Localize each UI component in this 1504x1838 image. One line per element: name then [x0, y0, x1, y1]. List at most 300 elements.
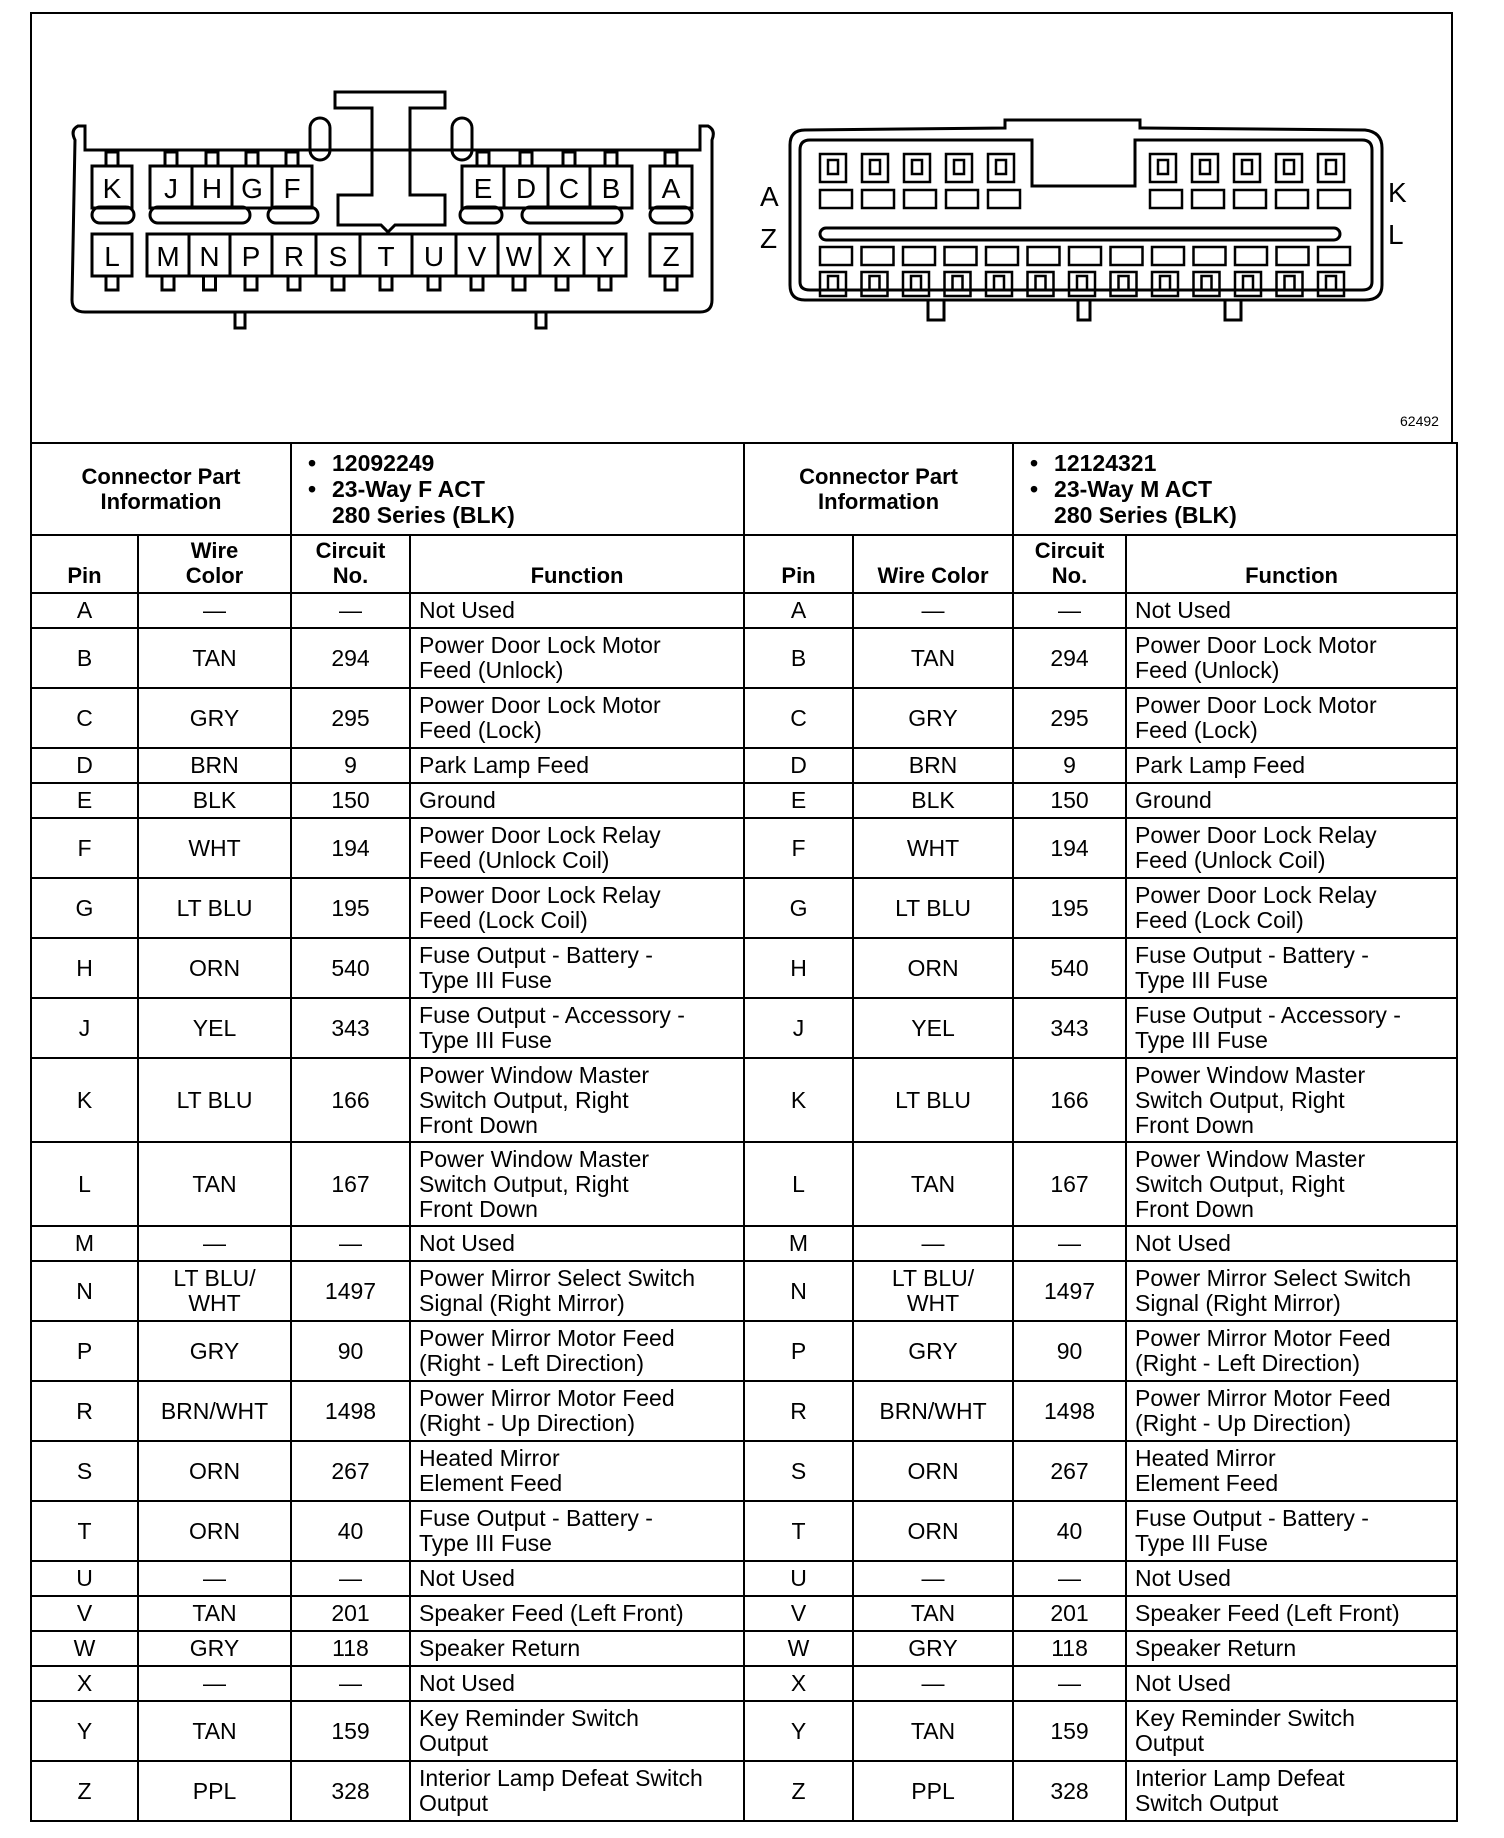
circuit-cell: 118 [1013, 1631, 1126, 1666]
connector-description: • 23-Way F ACT [332, 476, 739, 502]
wire-color-cell: — [853, 1226, 1013, 1261]
pin-cavity [904, 154, 930, 182]
table-row [31, 748, 1457, 783]
function-cell: Power Mirror Select Switch Signal (Right Mirror) [1126, 1261, 1457, 1321]
connector-info-row [31, 443, 1457, 535]
function-cell: Ground [410, 783, 744, 818]
pin-cell: R [744, 1381, 853, 1441]
wire-color-cell: TAN [138, 1596, 291, 1631]
circuit-cell: 150 [1013, 783, 1126, 818]
pin-label-c: C [558, 173, 580, 204]
wire-color-cell: — [138, 1561, 291, 1596]
pin-cell: L [31, 1142, 138, 1226]
pin-cell: U [31, 1561, 138, 1596]
right-label-a: A [760, 181, 779, 212]
right-label-z: Z [760, 223, 778, 254]
pin-terminal [471, 276, 483, 290]
table-row [31, 1631, 1457, 1666]
circuit-cell: 159 [1013, 1701, 1126, 1761]
pin-cell: S [744, 1441, 853, 1501]
table-row [31, 1666, 1457, 1701]
pin-cell: M [31, 1226, 138, 1261]
function-cell: Speaker Feed (Left Front) [1126, 1596, 1457, 1631]
circuit-cell: 167 [1013, 1142, 1126, 1226]
connector-series: 280 Series (BLK) [332, 502, 515, 528]
col-function: Function [410, 535, 744, 593]
pin-cavity [820, 190, 852, 208]
pin-label-d: D [515, 173, 537, 204]
pin-cavity [1284, 160, 1294, 174]
circuit-cell: 194 [291, 818, 410, 878]
pin-cavity [828, 160, 838, 174]
pin-cavity [945, 247, 977, 265]
circuit-cell: 201 [1013, 1596, 1126, 1631]
function-cell: Heated Mirror Element Feed [410, 1441, 744, 1501]
pin-cavity [988, 154, 1014, 182]
circuit-cell: 40 [1013, 1501, 1126, 1561]
pin-cell: L [744, 1142, 853, 1226]
circuit-cell: — [1013, 1666, 1126, 1701]
function-cell: Ground [1126, 783, 1457, 818]
circuit-cell: 295 [291, 688, 410, 748]
wire-color-cell: — [853, 593, 1013, 628]
circuit-cell: 166 [1013, 1058, 1126, 1142]
function-cell: Power Mirror Select Switch Signal (Right Mirror) [410, 1261, 744, 1321]
function-cell: Fuse Output - Battery - Type III Fuse [1126, 938, 1457, 998]
circuit-cell: 295 [1013, 688, 1126, 748]
circuit-cell: 90 [1013, 1321, 1126, 1381]
pin-cavity [1318, 154, 1344, 182]
function-cell: Power Door Lock Motor Feed (Unlock) [1126, 628, 1457, 688]
pin-label-w: W [505, 241, 533, 272]
wire-color-cell: ORN [853, 1441, 1013, 1501]
pin-label-e: E [473, 173, 493, 204]
right-label-k: K [1388, 177, 1407, 208]
pin-cell: B [31, 628, 138, 688]
pin-cell: W [744, 1631, 853, 1666]
circuit-cell: 167 [291, 1142, 410, 1226]
pin-cavity [1036, 276, 1046, 290]
pin-cell: H [31, 938, 138, 998]
pin-label-k: K [102, 173, 122, 204]
pin-terminal [477, 152, 489, 166]
function-cell: Power Door Lock Relay Feed (Lock Coil) [410, 878, 744, 938]
function-cell: Power Mirror Motor Feed (Right - Left Direction) [1126, 1321, 1457, 1381]
function-cell: Power Mirror Motor Feed (Right - Up Direction) [1126, 1381, 1457, 1441]
pin-label-s: S [328, 241, 348, 272]
wire-color-cell: PPL [138, 1761, 291, 1821]
pin-label-g: G [241, 173, 263, 204]
wire-color-cell: TAN [853, 1142, 1013, 1226]
pin-terminal [162, 276, 174, 290]
pin-cell: K [744, 1058, 853, 1142]
circuit-cell: 1497 [291, 1261, 410, 1321]
wire-color-cell: ORN [138, 1441, 291, 1501]
pin-label-f: F [283, 173, 301, 204]
circuit-cell: — [291, 1561, 410, 1596]
pin-cavity [1326, 160, 1336, 174]
wire-color-cell: ORN [138, 1501, 291, 1561]
table-row [31, 783, 1457, 818]
circuit-cell: 40 [291, 1501, 410, 1561]
pin-cavity [996, 160, 1006, 174]
col-pin: Pin [31, 535, 138, 593]
function-cell: Not Used [410, 593, 744, 628]
connector-pinout-table [30, 442, 1458, 1822]
pin-cell: C [744, 688, 853, 748]
column-header-row [31, 535, 1457, 593]
function-cell: Heated Mirror Element Feed [1126, 1441, 1457, 1501]
pin-cavity [954, 160, 964, 174]
function-cell: Power Window Master Switch Output, Right Front Down [1126, 1142, 1457, 1226]
pin-terminal [665, 152, 677, 166]
pin-terminal [165, 152, 177, 166]
table-row [31, 1441, 1457, 1501]
col-wire-color: Wire Color [853, 535, 1013, 593]
function-cell: Key Reminder Switch Output [1126, 1701, 1457, 1761]
wire-color-cell: TAN [853, 1596, 1013, 1631]
pin-terminal [428, 276, 440, 290]
pin-terminal [513, 276, 525, 290]
pin-cavity [862, 190, 894, 208]
function-cell: Power Window Master Switch Output, Right Front Down [410, 1142, 744, 1226]
pin-terminal [204, 276, 216, 290]
pin-cavity [903, 247, 935, 265]
wire-color-cell: TAN [853, 1701, 1013, 1761]
function-cell: Not Used [1126, 1666, 1457, 1701]
pin-cavity [1160, 276, 1170, 290]
pin-terminal [246, 152, 258, 166]
circuit-cell: 90 [291, 1321, 410, 1381]
circuit-cell: 9 [1013, 748, 1126, 783]
function-cell: Fuse Output - Accessory - Type III Fuse [410, 998, 744, 1058]
pin-label-j: J [164, 173, 178, 204]
pin-cell: A [31, 593, 138, 628]
circuit-cell: 1498 [291, 1381, 410, 1441]
pin-cell: U [744, 1561, 853, 1596]
function-cell: Power Window Master Switch Output, Right Front Down [410, 1058, 744, 1142]
pin-label-m: M [156, 241, 180, 272]
pin-cavity [1150, 190, 1182, 208]
pin-cavity [946, 190, 978, 208]
circuit-cell: 540 [1013, 938, 1126, 998]
pin-cell: J [31, 998, 138, 1058]
col-circuit-no: Circuit No. [291, 535, 410, 593]
table-row [31, 628, 1457, 688]
circuit-cell: 540 [291, 938, 410, 998]
pin-cell: A [744, 593, 853, 628]
pin-cavity [1028, 247, 1060, 265]
pin-terminal [520, 152, 532, 166]
pin-cell: J [744, 998, 853, 1058]
pin-cell: N [744, 1261, 853, 1321]
table-row [31, 1381, 1457, 1441]
function-cell: Fuse Output - Battery - Type III Fuse [410, 938, 744, 998]
pin-cavity [862, 154, 888, 182]
figure-code: 62492 [1400, 413, 1439, 429]
pin-cavity [946, 154, 972, 182]
part-number: • 12092249 [332, 450, 739, 476]
function-cell: Power Window Master Switch Output, Right Front Down [1126, 1058, 1457, 1142]
pin-cavity [1111, 247, 1143, 265]
function-cell: Not Used [1126, 1561, 1457, 1596]
pin-terminal [599, 276, 611, 290]
pin-cell: H [744, 938, 853, 998]
pin-cavity [1150, 154, 1176, 182]
pin-cavity [1194, 247, 1226, 265]
function-cell: Power Door Lock Relay Feed (Lock Coil) [1126, 878, 1457, 938]
circuit-cell: 294 [1013, 628, 1126, 688]
pin-terminal [380, 276, 392, 290]
left-connector-body [72, 92, 713, 328]
pin-label-h: H [201, 173, 223, 204]
function-cell: Speaker Return [1126, 1631, 1457, 1666]
pin-cavity [1276, 154, 1302, 182]
pin-terminal [106, 152, 118, 166]
connector-series: 280 Series (BLK) [1054, 502, 1237, 528]
circuit-cell: 118 [291, 1631, 410, 1666]
circuit-cell: — [291, 593, 410, 628]
pin-cavity [1192, 154, 1218, 182]
pin-cavity [820, 247, 852, 265]
pin-terminal [286, 152, 298, 166]
pin-label-a: A [661, 173, 681, 204]
circuit-cell: — [291, 1666, 410, 1701]
pin-cell: P [744, 1321, 853, 1381]
pin-cavity [1243, 276, 1253, 290]
function-cell: Not Used [410, 1666, 744, 1701]
wire-color-cell: TAN [853, 628, 1013, 688]
wire-color-cell: — [853, 1666, 1013, 1701]
pin-cavity [828, 276, 838, 290]
pin-cavity [904, 190, 936, 208]
pin-cavity [994, 276, 1004, 290]
wire-color-cell: LT BLU [853, 878, 1013, 938]
pin-cavity [912, 160, 922, 174]
pin-label-z: Z [662, 241, 680, 272]
connector-description: • 23-Way M ACT [1054, 476, 1452, 502]
function-cell: Fuse Output - Battery - Type III Fuse [410, 1501, 744, 1561]
pin-cell: E [31, 783, 138, 818]
circuit-cell: 195 [1013, 878, 1126, 938]
table-row [31, 1142, 1457, 1226]
part-number: • 12124321 [1054, 450, 1452, 476]
function-cell: Key Reminder Switch Output [410, 1701, 744, 1761]
pin-cavity [1234, 190, 1266, 208]
wire-color-cell: TAN [138, 1142, 291, 1226]
table-row [31, 1226, 1457, 1261]
function-cell: Fuse Output - Battery - Type III Fuse [1126, 1501, 1457, 1561]
pin-terminal [665, 276, 677, 290]
pin-cell: M [744, 1226, 853, 1261]
connector-info-right [1013, 443, 1457, 535]
pin-label-r: R [283, 241, 305, 272]
pin-label-u: U [423, 241, 445, 272]
left-bottom-pin-row [92, 234, 692, 290]
circuit-cell: 166 [291, 1058, 410, 1142]
pin-cavity [911, 276, 921, 290]
pin-terminal [556, 276, 568, 290]
pin-terminal [288, 276, 300, 290]
function-cell: Power Door Lock Motor Feed (Lock) [410, 688, 744, 748]
pin-cell: T [31, 1501, 138, 1561]
left-top-pin-row [92, 152, 692, 208]
pin-cell: R [31, 1381, 138, 1441]
pin-cell: G [744, 878, 853, 938]
table-row [31, 818, 1457, 878]
wire-color-cell: GRY [138, 1631, 291, 1666]
wire-color-cell: ORN [138, 938, 291, 998]
wire-color-cell: LT BLU/ WHT [853, 1261, 1013, 1321]
wire-color-cell: LT BLU [138, 1058, 291, 1142]
wire-color-cell: YEL [853, 998, 1013, 1058]
col-circuit-no: Circuit No. [1013, 535, 1126, 593]
pin-cavity [1200, 160, 1210, 174]
pin-cell: Z [744, 1761, 853, 1821]
pin-cavity [988, 190, 1020, 208]
function-cell: Interior Lamp Defeat Switch Output [410, 1761, 744, 1821]
pin-cell: X [31, 1666, 138, 1701]
pin-terminal [206, 152, 218, 166]
pin-terminal [245, 276, 257, 290]
circuit-cell: 159 [291, 1701, 410, 1761]
wire-color-cell: TAN [138, 1701, 291, 1761]
wire-color-cell: — [853, 1561, 1013, 1596]
pin-cavity [1318, 247, 1350, 265]
wire-color-cell: ORN [853, 938, 1013, 998]
pin-cell: Y [31, 1701, 138, 1761]
pin-label-v: V [467, 241, 487, 272]
pin-label-t: T [377, 241, 395, 272]
pin-cell: W [31, 1631, 138, 1666]
circuit-cell: 343 [1013, 998, 1126, 1058]
table-row [31, 1058, 1457, 1142]
function-cell: Power Door Lock Relay Feed (Unlock Coil) [1126, 818, 1457, 878]
pin-cavity [870, 276, 880, 290]
function-cell: Not Used [410, 1226, 744, 1261]
wire-color-cell: BLK [138, 783, 291, 818]
pin-cavity [1152, 247, 1184, 265]
pin-cell: X [744, 1666, 853, 1701]
circuit-cell: 9 [291, 748, 410, 783]
circuit-cell: 1498 [1013, 1381, 1126, 1441]
pin-cell: F [744, 818, 853, 878]
wire-color-cell: GRY [138, 688, 291, 748]
pin-label-y: Y [595, 241, 615, 272]
table-row [31, 1261, 1457, 1321]
wire-color-cell: GRY [853, 1321, 1013, 1381]
pin-cell: K [31, 1058, 138, 1142]
table-row [31, 1561, 1457, 1596]
function-cell: Not Used [1126, 1226, 1457, 1261]
pin-terminal [605, 152, 617, 166]
function-cell: Power Mirror Motor Feed (Right - Left Direction) [410, 1321, 744, 1381]
wire-color-cell: BRN/WHT [138, 1381, 291, 1441]
pin-cavity [1192, 190, 1224, 208]
connector-part-info-label: Connector Part Information [31, 443, 291, 535]
table-row [31, 878, 1457, 938]
pin-cell: F [31, 818, 138, 878]
pin-cell: D [31, 748, 138, 783]
pin-cell: Y [744, 1701, 853, 1761]
pin-cell: N [31, 1261, 138, 1321]
pin-terminal [332, 276, 344, 290]
table-row [31, 998, 1457, 1058]
right-label-l: L [1388, 219, 1404, 250]
pin-label-l: L [104, 241, 120, 272]
pin-cavity [1277, 247, 1309, 265]
pin-cavity [870, 160, 880, 174]
circuit-cell: 195 [291, 878, 410, 938]
wire-color-cell: — [138, 1666, 291, 1701]
circuit-cell: 1497 [1013, 1261, 1126, 1321]
col-function: Function [1126, 535, 1457, 593]
wire-color-cell: TAN [138, 628, 291, 688]
function-cell: Park Lamp Feed [410, 748, 744, 783]
pin-cavity [820, 154, 846, 182]
wire-color-cell: LT BLU [853, 1058, 1013, 1142]
wire-color-cell: GRY [138, 1321, 291, 1381]
wire-color-cell: WHT [138, 818, 291, 878]
wire-color-cell: — [138, 1226, 291, 1261]
wire-color-cell: BRN [138, 748, 291, 783]
circuit-cell: — [1013, 1226, 1126, 1261]
function-cell: Power Door Lock Relay Feed (Unlock Coil) [410, 818, 744, 878]
circuit-cell: 194 [1013, 818, 1126, 878]
table-row [31, 1761, 1457, 1821]
pin-cavity [1242, 160, 1252, 174]
pin-terminal [563, 152, 575, 166]
table-row [31, 688, 1457, 748]
pin-label-p: P [241, 241, 261, 272]
table-row [31, 593, 1457, 628]
table-row [31, 938, 1457, 998]
circuit-cell: 267 [1013, 1441, 1126, 1501]
pin-cell: S [31, 1441, 138, 1501]
col-wire-color: Wire Color [138, 535, 291, 593]
wire-color-cell: LT BLU [138, 878, 291, 938]
pin-label-x: X [552, 241, 572, 272]
pin-cavity [1285, 276, 1295, 290]
connector-info-left [291, 443, 744, 535]
wire-color-cell: LT BLU/ WHT [138, 1261, 291, 1321]
pin-cell: P [31, 1321, 138, 1381]
col-pin: Pin [744, 535, 853, 593]
wire-color-cell: BRN [853, 748, 1013, 783]
circuit-cell: — [291, 1226, 410, 1261]
circuit-cell: 343 [291, 998, 410, 1058]
wire-color-cell: PPL [853, 1761, 1013, 1821]
pin-cavity [953, 276, 963, 290]
pin-cavity [1276, 190, 1308, 208]
pin-cavity [1234, 154, 1260, 182]
pin-cavity [1069, 247, 1101, 265]
circuit-cell: 267 [291, 1441, 410, 1501]
table-row [31, 1501, 1457, 1561]
pin-cell: Z [31, 1761, 138, 1821]
wire-color-cell: ORN [853, 1501, 1013, 1561]
pin-cell: V [31, 1596, 138, 1631]
pin-cavity [1119, 276, 1129, 290]
circuit-cell: — [1013, 593, 1126, 628]
function-cell: Power Door Lock Motor Feed (Unlock) [410, 628, 744, 688]
table-row [31, 1701, 1457, 1761]
pin-cavity [1235, 247, 1267, 265]
function-cell: Power Door Lock Motor Feed (Lock) [1126, 688, 1457, 748]
wire-color-cell: BLK [853, 783, 1013, 818]
pin-cavity [1077, 276, 1087, 290]
function-cell: Power Mirror Motor Feed (Right - Up Direction) [410, 1381, 744, 1441]
